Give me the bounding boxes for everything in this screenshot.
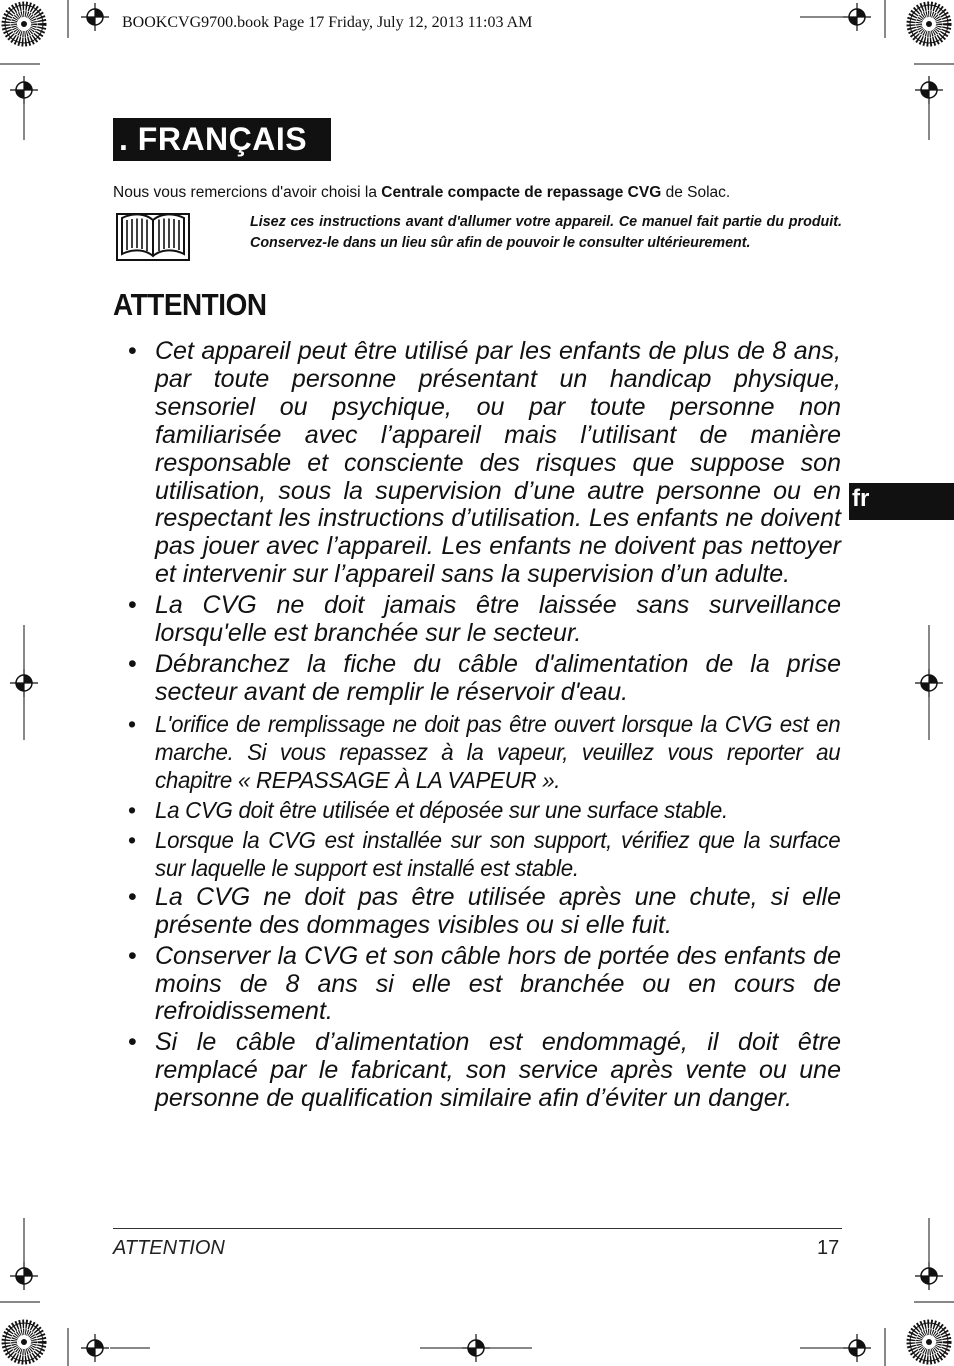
list-item-text: La CVG ne doit pas être utilisée après une chute, si elle présente des dommages visibles ou si elle fuit. <box>155 882 841 939</box>
list-item <box>128 710 841 794</box>
bullet: • <box>128 796 136 823</box>
list-item-text: Débranchez la fiche du câble d'alimentation de la prise secteur avant de remplir le réservoir d'eau. <box>155 649 841 706</box>
bullet: • <box>128 649 137 678</box>
bullet: • <box>128 591 137 620</box>
intro-text <box>113 184 843 202</box>
bullet: • <box>128 710 136 737</box>
list-item <box>128 943 841 1027</box>
book-icon <box>116 210 190 262</box>
list-item <box>128 651 841 707</box>
language-tab: fr <box>849 483 954 520</box>
bullet: • <box>128 1028 137 1057</box>
footer-section: ATTENTION <box>113 1237 225 1259</box>
list-item-text: Cet appareil peut être utilisé par les enfants de plus de 8 ans, par toute personne présentant un handicap physique, sensoriel ou psychique, ou par toute personne non familiarisée avec l’appareil mais l’utilisant de manière responsable et consciente des risques que suppose son utilisation, sous la supervision d’une autre personne ou en respectant les instructions d’utilisation. Les enfants ne doivent pas jouer avec l’appareil. Les enfants ne doivent pas nettoyer et intervenir sur l’appareil sans la supervision d’un adulte. <box>155 337 841 589</box>
list-item-text: La CVG doit être utilisée et déposée sur une surface stable. <box>155 796 728 823</box>
list-item-text: Conserver la CVG et son câble hors de portée des enfants de moins de 8 ans si elle est branchée ou en cours de refroidissement. <box>155 941 841 1026</box>
section-title: ATTENTION <box>113 287 267 322</box>
bullet: • <box>128 826 136 853</box>
bullet: • <box>128 337 137 365</box>
intro-before: Nous vous remercions d'avoir choisi la <box>113 184 382 201</box>
list-item <box>128 826 841 882</box>
bullet: • <box>128 882 137 911</box>
warning-list <box>128 338 841 1116</box>
language-banner: . FRANÇAIS <box>113 118 331 161</box>
intro-after: de Solac. <box>661 184 731 201</box>
list-item <box>128 338 841 589</box>
intro-product: Centrale compacte de repassage CVG <box>381 184 662 201</box>
note-text: Lisez ces instructions avant d'allumer votre appareil. Ce manuel fait partie du produit. Conservez-le dans un lieu sûr afin de pouvoir le consulter ultérieurement. <box>250 214 842 251</box>
list-item-text: La CVG ne doit jamais être laissée sans surveillance lorsqu'elle est branchée sur le secteur. <box>155 591 841 648</box>
list-item <box>128 592 841 648</box>
list-item <box>128 1029 841 1113</box>
bullet: • <box>128 941 137 970</box>
footer-divider <box>113 1228 842 1229</box>
list-item-text: Si le câble d’alimentation est endommagé, il doit être remplacé par le fabricant, son service après vente ou une personne de qualification similaire afin d’éviter un danger. <box>155 1028 841 1113</box>
list-item-text: Lorsque la CVG est installée sur son support, vérifiez que la surface sur laquelle le support est installé est stable. <box>155 826 841 881</box>
list-item <box>128 796 841 824</box>
list-item-text: L'orifice de remplissage ne doit pas être ouvert lorsque la CVG est en marche. Si vous repassez à la vapeur, veuillez vous reporter au chapitre « REPASSAGE À LA VAPEUR ». <box>155 710 841 793</box>
page-number: 17 <box>817 1237 840 1259</box>
list-item <box>128 884 841 940</box>
file-header: BOOKCVG9700.book Page 17 Friday, July 12, 2013 11:03 AM <box>122 14 533 31</box>
